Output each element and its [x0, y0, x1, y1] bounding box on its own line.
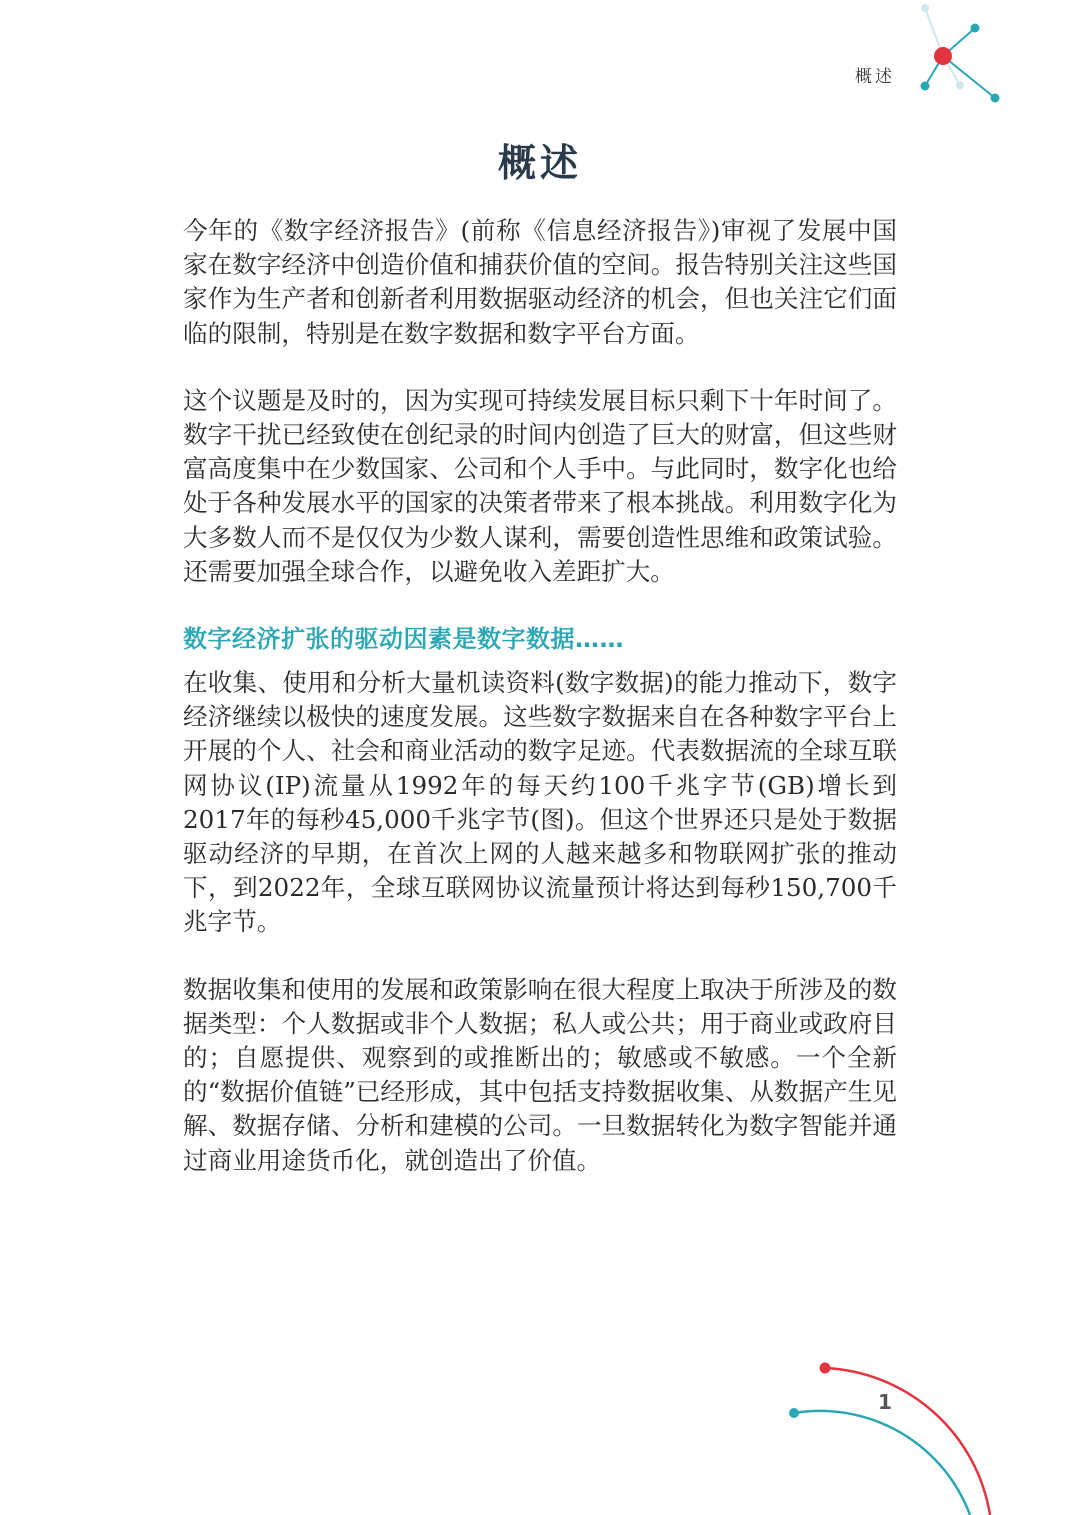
decor-node [921, 4, 929, 12]
body-paragraph: 这个议题是及时的，因为实现可持续发展目标只剩下十年时间了。数字干扰已经致使在创纪录的时间内创造了巨大的财富，但这些财富高度集中在少数国家、公司和个人手中。与此同时，数字化也给处于各种发展水平的国家的决策者带来了根本挑战。利用数字化为大多数人而不是仅仅为少数人谋利，需要创造性思维和政策试验。还需要加强全球合作，以避免收入差距扩大。 [183, 385, 897, 586]
decor-arc-teal [794, 1411, 970, 1515]
decor-node [971, 24, 980, 33]
page-title: 概述 [497, 141, 582, 185]
body-paragraph: 今年的《数字经济报告》(前称《信息经济报告》)审视了发展中国家在数字经济中创造价值和捕获价值的空间。报告特别关注这些国家作为生产者和创新者利用数据驱动经济的机会，但也关注它们面临的限制，特别是在数字数据和数字平台方面。 [183, 216, 897, 348]
main-content [183, 214, 897, 1211]
decor-node [820, 1363, 831, 1374]
decor-line [943, 56, 995, 98]
decor-node [789, 1408, 799, 1418]
network-nodes-decoration [905, 0, 1015, 115]
running-header: 概述 [855, 67, 895, 87]
section-heading: 数字经济扩张的驱动因素是数字数据…… [183, 625, 624, 654]
body-paragraph: 数据收集和使用的发展和政策影响在很大程度上取决于所涉及的数据类型：个人数据或非个人数据；私人或公共；用于商业或政府目的；自愿提供、观察到的或推断出的；敏感或不敏感。一个全新的“数据价值链”已经形成，其中包括支持数据收集、从数据产生见解、数据存储、分析和建模的公司。一旦数据转化为数字智能并通过商业用途货币化，就创造出了价值。 [183, 974, 897, 1175]
body-paragraph: 在收集、使用和分析大量机读资料(数字数据)的能力推动下，数字经济继续以极快的速度发展。这些数字数据来自在各种数字平台上开展的个人、社会和商业活动的数字足迹。代表数据流的全球互联网协议(IP)流量从1992年的每天约100千兆字节(GB)增长到2017年的每秒45,000千兆字节(图)。但这个世界还只是处于数据驱动经济的早期，在首次上网的人越来越多和物联网扩张的推动下，到2022年，全球互联网协议流量预计将达到每秒150,700千兆字节。 [183, 668, 897, 937]
decor-arc-red [825, 1368, 990, 1515]
decor-hub-node [934, 47, 952, 65]
decor-node [921, 82, 930, 91]
decor-node [991, 94, 1000, 103]
decor-node [956, 81, 964, 89]
arc-decoration [770, 1345, 1080, 1515]
page-number: 1 [878, 1390, 892, 1414]
